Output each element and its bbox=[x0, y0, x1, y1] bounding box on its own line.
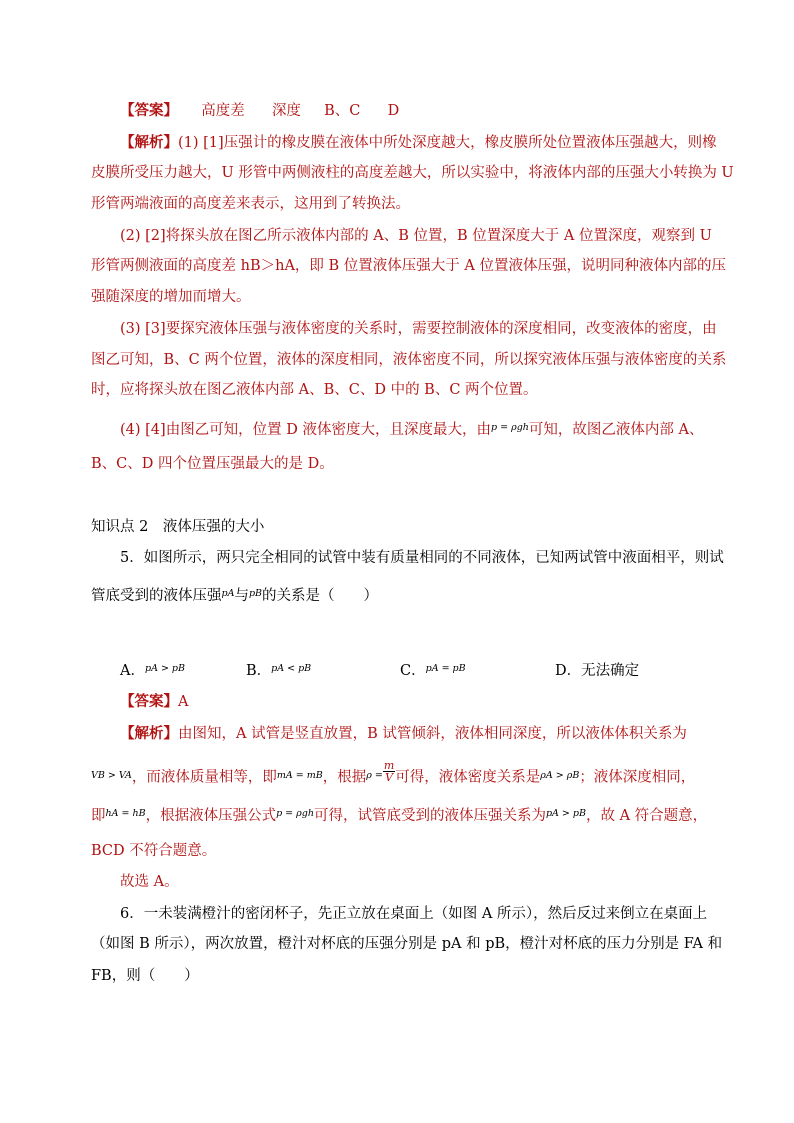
answer-item: B、C bbox=[324, 103, 361, 119]
analysis-p4-line2: B、C、D 四个位置压强最大的是 D。 bbox=[91, 456, 334, 472]
answer-item: D bbox=[387, 103, 400, 119]
question-5-line2 bbox=[91, 586, 378, 608]
analysis-tag: 【解析】 bbox=[120, 134, 178, 151]
answer-item: 高度差 bbox=[201, 103, 245, 119]
analysis-text: ，故 A 符合题意， bbox=[585, 808, 708, 824]
analysis5-line2 bbox=[91, 759, 696, 790]
analysis-p2-line2: 形管两侧液面的高度差 hB＞hA，即 B 位置液体压强大于 A 位置液体压强，说明同种液体内部的压 bbox=[91, 258, 726, 274]
analysis-p2-line1: (2) [2]将探头放在图乙所示液体内部的 A、B 位置，B 位置深度大于 A 位置深度，观察到 U bbox=[120, 228, 712, 244]
option-label: B． bbox=[246, 663, 272, 679]
formula-pressure-relation: pA > pB bbox=[545, 808, 586, 819]
fraction-numerator: m bbox=[383, 759, 395, 772]
section-title: 知识点 2 液体压强的大小 bbox=[91, 519, 265, 535]
fraction-m-over-v bbox=[383, 760, 395, 783]
analysis-text: ，根据 bbox=[322, 769, 367, 786]
option-formula: pA > pB bbox=[144, 663, 185, 674]
answer-line-5 bbox=[120, 692, 188, 712]
formula-mass: mA = mB bbox=[276, 769, 323, 781]
option-formula: pA < pB bbox=[271, 663, 312, 674]
analysis-text: (1) [1]压强计的橡皮膜在液体中所处深度越大，橡皮膜所处位置液体压强越大，则橡 bbox=[178, 135, 717, 151]
question-6-line1: 6．一未装满橙汁的密闭杯子，先正立放在桌面上（如图 A 所示），然后反过来倒立在桌面上 bbox=[120, 906, 708, 922]
option-label: A． bbox=[120, 663, 145, 679]
formula-pB: pB bbox=[248, 588, 263, 599]
question-text: 管底受到的液体压强 bbox=[91, 588, 222, 604]
analysis5-line5: 故选 A。 bbox=[120, 874, 179, 890]
answer-tag: 【答案】 bbox=[120, 102, 178, 119]
option-label: D． bbox=[555, 663, 582, 679]
analysis-text: ，根据液体压强公式 bbox=[145, 808, 277, 824]
analysis5-line1 bbox=[120, 724, 687, 744]
option-a[interactable] bbox=[120, 661, 185, 683]
analysis-tag: 【解析】 bbox=[120, 725, 178, 742]
analysis-p1-line2: 皮膜所受压力越大，U 形管中两侧液柱的高度差越大，所以实验中，将液体内部的压强大小转换为 U bbox=[91, 165, 734, 181]
formula-volume: VB > VA bbox=[91, 769, 132, 781]
formula-density-lhs: ρ = bbox=[366, 769, 383, 781]
formula-pA: pA bbox=[221, 588, 235, 599]
answer-line-1 bbox=[120, 101, 399, 121]
formula-density-relation: ρA > ρB bbox=[540, 769, 580, 781]
option-b[interactable] bbox=[246, 661, 311, 683]
option-label: C． bbox=[400, 663, 426, 679]
analysis-p1-line3: 形管两端液面的高度差来表示，这用到了转换法。 bbox=[91, 196, 410, 212]
analysis-text: 可知，故图乙液体内部 A、 bbox=[528, 422, 704, 438]
analysis-p3-line1: (3) [3]要探究液体压强与液体密度的关系时，需要控制液体的深度相同，改变液体的密度，由 bbox=[120, 321, 717, 337]
analysis-p1-line1 bbox=[120, 133, 717, 153]
analysis-p3-line3: 时，应将探头放在图乙液体内部 A、B、C、D 中的 B、C 两个位置。 bbox=[91, 382, 538, 398]
answer-tag: 【答案】 bbox=[120, 693, 178, 710]
analysis-p3-line2: 图乙可知，B、C 两个位置，液体的深度相同，液体密度不同，所以探究液体压强与液体密度的关系 bbox=[91, 352, 727, 368]
question-6-line3: FB，则（ ） bbox=[91, 968, 199, 984]
option-text: 无法确定 bbox=[581, 663, 640, 679]
analysis-text: (4) [4]由图乙可知，位置 D 液体密度大，且深度最大，由 bbox=[120, 422, 492, 438]
question-6-line2: （如图 B 所示），两次放置，橙汁对杯底的压强分别是 pA 和 pB，橙汁对杯底的压力分别是 FA 和 bbox=[91, 936, 723, 952]
analysis-text: ，而液体质量相等，即 bbox=[131, 769, 277, 786]
analysis-text: ；液体深度相同， bbox=[579, 769, 696, 786]
answer-item: 深度 bbox=[271, 103, 301, 119]
analysis5-line3 bbox=[91, 806, 707, 828]
answer-value: A bbox=[178, 694, 189, 710]
analysis-text: 即 bbox=[91, 808, 106, 824]
question-text: 与 bbox=[234, 588, 249, 604]
analysis-text: 可得，试管底受到的液体压强关系为 bbox=[313, 808, 546, 824]
option-formula: pA = pB bbox=[425, 663, 466, 674]
option-c[interactable] bbox=[400, 661, 466, 683]
fraction-denominator: V bbox=[385, 771, 394, 784]
formula-pressure: p = ρgh bbox=[276, 808, 314, 819]
formula-depth: hA = hB bbox=[105, 808, 146, 819]
analysis-p4-line1 bbox=[120, 420, 704, 442]
question-5-line1: 5．如图所示，两只完全相同的试管中装有质量相同的不同液体，已知两试管中液面相平，则试 bbox=[120, 550, 724, 566]
analysis-text: 由图知，A 试管是竖直放置，B 试管倾斜，液体相同深度，所以液体体积关系为 bbox=[178, 726, 687, 742]
analysis-p2-line3: 强随深度的增加而增大。 bbox=[91, 289, 251, 305]
question-text: 的关系是（ ） bbox=[262, 588, 379, 604]
option-d[interactable] bbox=[555, 661, 639, 681]
analysis-text: 可得，液体密度关系是 bbox=[395, 769, 541, 786]
formula-pressure: p = ρgh bbox=[491, 422, 529, 433]
analysis5-line4: BCD 不符合题意。 bbox=[91, 843, 217, 859]
